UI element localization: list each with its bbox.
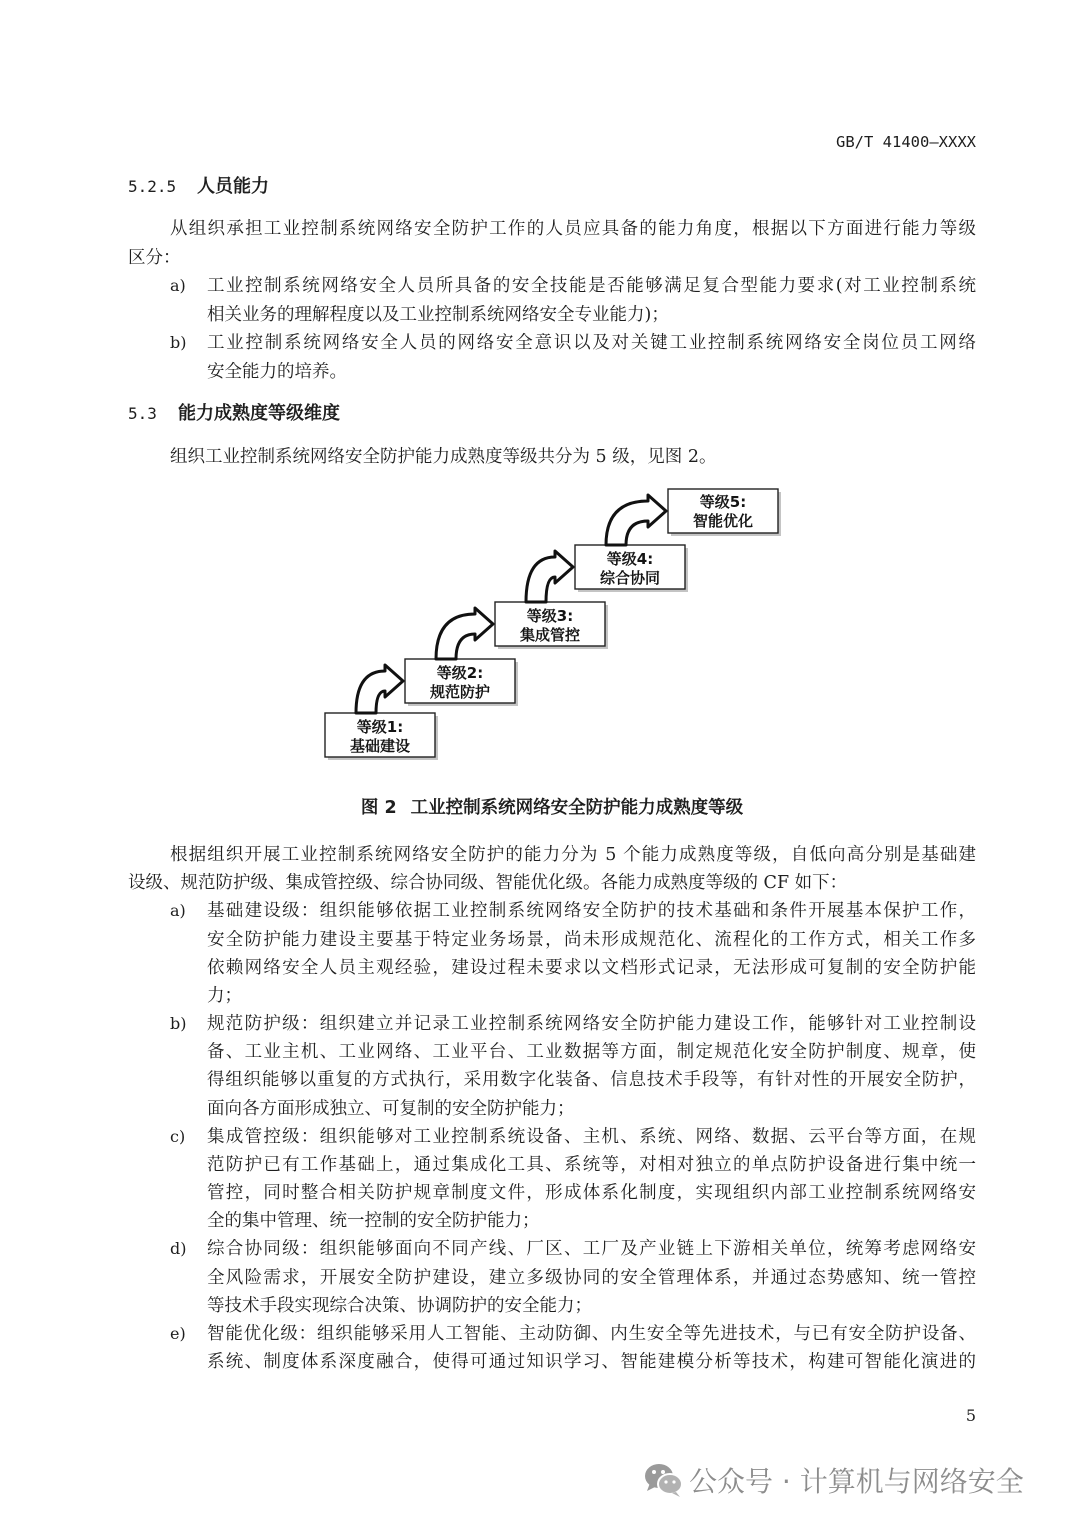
text-line: 安全能力的培养。 [207,361,347,382]
text-line: 全风险需求，开展安全防护建设，建立多级协同的安全管理体系，并通过态势感知、统一管控 [207,1267,976,1288]
text-line: 面向各方面形成独立、可复制的安全防护能力； [207,1098,575,1119]
text-line: 相关业务的理解程度以及工业控制系统网络安全专业能力)； [207,304,669,325]
text-line: 全的集中管理、统一控制的安全防护能力； [207,1211,540,1232]
list-item-text [207,897,976,1010]
text-line: 管控，同时整合相关防护规章制度文件，形成体系化制度，实现组织内部工业控制系统网络安 [207,1183,976,1204]
list-item-text [207,1235,976,1320]
text-line: 依赖网络安全人员主观经验，建设过程未要求以文档形式记录，无法形成可复制的安全防护能 [207,957,976,978]
list-item-b [128,329,976,386]
level-name: 集成管控 [519,626,581,644]
list-label: d) [170,1239,187,1259]
list-label: c) [170,1126,186,1146]
standard-code-header: GB/T 41400—XXXX [836,133,976,151]
text-line: 范防护已有工作基础上，通过集成化工具、系统等，对相对独立的单点防护设备进行集中统一 [207,1154,976,1175]
list-item-text [207,1123,976,1236]
text-line: 力； [207,985,242,1006]
curved-arrow-icon [606,495,666,545]
curved-arrow-icon [356,665,403,713]
list-label: a) [170,276,186,295]
list-item-d [128,1235,976,1320]
list-item-text [207,1320,976,1376]
list-item-b [128,1010,976,1123]
list-item-a [128,897,976,1010]
watermark [644,1460,1024,1500]
section-title: 人员能力 [197,176,269,197]
figure-number: 图 2 [360,798,397,818]
text-line: 备、工业主机、工业网络、工业平台、工业数据等方面，制定规范化安全防护制度、规章，使 [207,1042,976,1063]
level-label: 等级2: [436,664,484,682]
list-label: a) [170,901,186,921]
text-line: 规范防护级：组织建立并记录工业控制系统网络安全防护能力建设工作，能够针对工业控制设 [207,1014,976,1035]
text-line: 安全防护能力建设主要基于特定业务场景，尚未形成规范化、流程化的工作方式，相关工作多 [207,929,976,950]
figure-caption [128,794,976,822]
section-5-2-5-body [128,215,976,386]
level-name: 规范防护 [429,683,491,701]
section-heading-5-2-5 [128,173,269,201]
section-number: 5.2.5 [128,177,177,196]
section-heading-5-3 [128,400,340,428]
watermark-text: 公众号 · 计算机与网络安全 [689,1465,1024,1498]
text-line: 系统、制度体系深度融合，使得可通过知识学习、智能建模分析等技术，构建可智能化演进的 [207,1352,976,1373]
list-item-c [128,1123,976,1236]
text-line: 工业控制系统网络安全人员所具备的安全技能是否能够满足复合型能力要求(对工业控制系统 [207,276,976,296]
wechat-icon [644,1462,684,1498]
level-name: 智能优化 [692,512,754,530]
section-5-3-intro: 组织工业控制系统网络安全防护能力成熟度等级共分为 5 级，见图 2。 [170,447,717,467]
text-line: 基础建设级：组织能够依据工业控制系统网络安全防护的技术基础和条件开展基本保护工作， [207,901,976,922]
section-number: 5.3 [128,404,157,423]
paragraph-line: 从组织承担工业控制系统网络安全防护工作的人员应具备的能力角度，根据以下方面进行能力等级 [170,219,976,239]
maturity-level-diagram [318,482,788,764]
level-label: 等级5: [699,493,747,511]
paragraph-line: 设级、规范防护级、集成管控级、综合协同级、智能优化级。各能力成熟度等级的 CF 如下： [128,873,848,894]
level-label: 等级1: [356,718,404,736]
cf-section-body [128,841,976,1376]
paragraph-line: 区分： [128,247,181,268]
text-line: 等技术手段实现综合决策、协调防护的安全能力； [207,1295,592,1316]
curved-arrow-icon [526,551,573,602]
text-line: 综合协同级：组织能够面向不同产线、厂区、工厂及产业链上下游相关单位，统筹考虑网络安 [207,1239,976,1260]
curved-arrow-icon [436,608,493,659]
figure-title: 工业控制系统网络安全防护能力成熟度等级 [410,798,744,818]
list-item-text [207,272,976,329]
paragraph-line: 根据组织开展工业控制系统网络安全防护的能力分为 5 个能力成熟度等级，自低向高分别是基础建 [170,845,976,865]
text-line: 集成管控级：组织能够对工业控制系统设备、主机、系统、网络、数据、云平台等方面，在规 [207,1126,976,1147]
page-number: 5 [965,1406,976,1425]
list-label: e) [170,1323,186,1343]
level-name: 综合协同 [599,569,661,587]
level-label: 等级3: [526,607,574,625]
level-label: 等级4: [606,550,654,568]
list-label: b) [170,333,187,352]
list-item-a [128,272,976,329]
level-name: 基础建设 [349,737,411,755]
text-line: 智能优化级：组织能够采用人工智能、主动防御、内生安全等先进技术，与已有安全防护设备、 [207,1323,976,1344]
list-item-text [207,1010,976,1123]
text-line: 得组织能够以重复的方式执行，采用数字化装备、信息技术手段等，有针对性的开展安全防护， [207,1070,976,1091]
section-title: 能力成熟度等级维度 [178,403,340,424]
list-label: b) [170,1014,187,1034]
list-item-text [207,329,976,386]
list-item-e [128,1320,976,1376]
text-line: 工业控制系统网络安全人员的网络安全意识以及对关键工业控制系统网络安全岗位员工网络 [207,333,976,353]
